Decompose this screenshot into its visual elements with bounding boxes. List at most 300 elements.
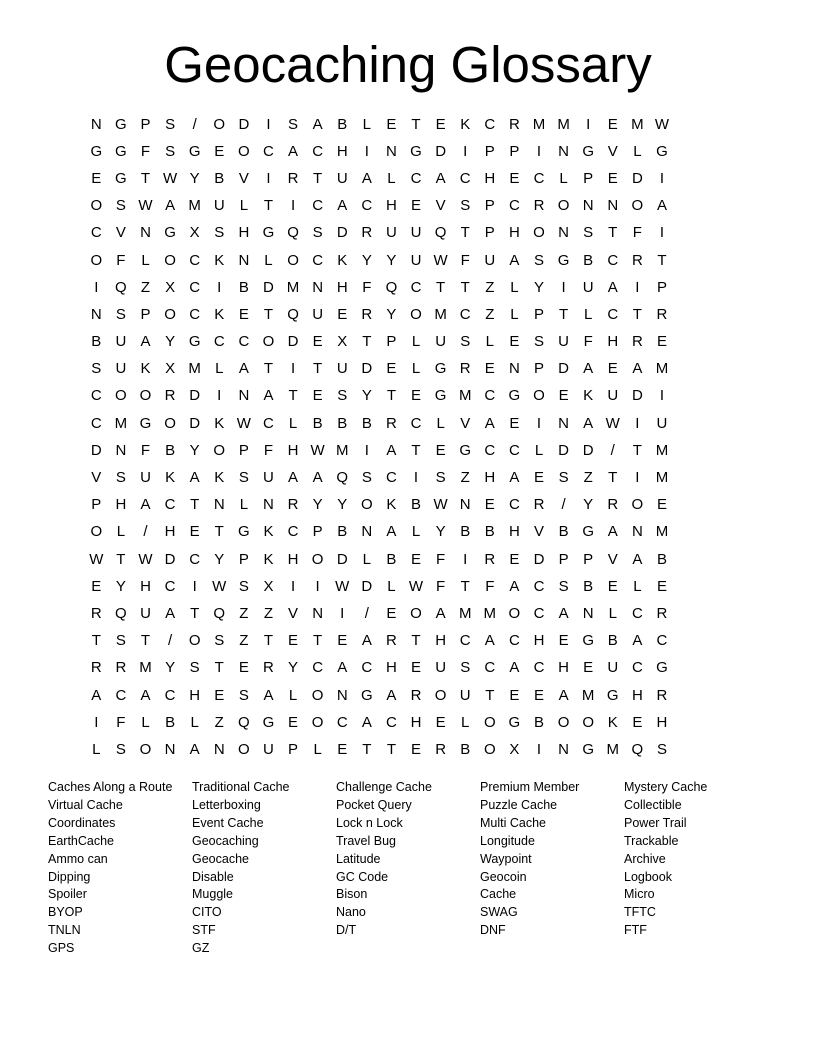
grid-letter: N (164, 740, 176, 758)
grid-letter: L (584, 305, 593, 323)
grid-row (84, 546, 732, 573)
grid-letter: R (115, 659, 127, 677)
grid-letter: R (631, 333, 643, 351)
grid-letter: S (91, 360, 102, 378)
grid-letter: C (238, 333, 250, 351)
grid-letter: O (164, 414, 176, 432)
grid-letter: O (115, 387, 127, 405)
grid-letter: G (434, 387, 447, 405)
grid-letter: S (115, 305, 126, 323)
grid-letter: U (607, 387, 619, 405)
grid-letter: T (386, 740, 396, 758)
grid-letter: R (533, 197, 545, 215)
grid-letter: R (656, 604, 668, 622)
grid-letter: H (238, 224, 250, 242)
grid-letter: L (387, 169, 396, 187)
grid-letter: H (410, 713, 422, 731)
grid-letter: T (214, 659, 224, 677)
grid-letter: O (582, 713, 594, 731)
grid-letter: A (435, 604, 446, 622)
grid-letter: E (533, 469, 544, 487)
grid-letter: A (435, 169, 446, 187)
grid-letter: I (290, 197, 296, 215)
grid-letter: C (90, 414, 102, 432)
grid-letter: H (631, 686, 643, 704)
grid-letter: B (214, 169, 225, 187)
grid-letter: Z (214, 713, 224, 731)
grid-letter: P (509, 142, 520, 160)
grid-letter: L (116, 523, 126, 541)
grid-letter: U (386, 224, 397, 242)
grid-letter: H (607, 333, 619, 351)
grid-letter: N (508, 360, 520, 378)
grid-letter: R (386, 414, 397, 432)
grid-letter: U (263, 740, 274, 758)
grid-letter: U (435, 659, 447, 677)
grid-letter: G (459, 441, 472, 459)
grid-letter: T (140, 169, 151, 187)
word-list-item: Ammo can (48, 851, 108, 866)
word-list-item: BYOP (48, 905, 83, 920)
grid-letter: B (337, 414, 348, 432)
word-list-column (336, 779, 480, 958)
word-list-column (480, 779, 624, 958)
grid-letter: D (287, 333, 299, 351)
word-list-item: D/T (336, 923, 357, 938)
word-list-item: Pocket Query (336, 797, 412, 812)
grid-letter: M (114, 414, 128, 432)
grid-row (84, 301, 732, 328)
grid-letter: L (436, 414, 445, 432)
grid-letter: O (557, 197, 570, 215)
grid-letter: U (312, 305, 324, 323)
grid-letter: Q (631, 740, 644, 758)
grid-letter: Y (386, 251, 397, 269)
grid-letter: G (582, 523, 594, 541)
grid-letter: V (91, 469, 102, 487)
grid-letter: I (364, 441, 369, 459)
grid-letter: L (141, 251, 150, 269)
grid-letter: P (533, 360, 544, 378)
grid-letter: D (189, 387, 201, 405)
grid-letter: A (238, 360, 249, 378)
grid-letter: U (213, 197, 225, 215)
grid-letter: N (238, 251, 250, 269)
grid-letter: C (189, 251, 201, 269)
grid-letter: M (606, 740, 620, 758)
grid-letter: M (655, 360, 669, 378)
grid-letter: M (335, 441, 349, 459)
grid-letter: A (583, 414, 594, 432)
grid-letter: U (336, 360, 348, 378)
grid-letter: G (115, 115, 127, 133)
grid-letter: C (189, 550, 201, 568)
grid-row (84, 519, 732, 546)
grid-letter: V (607, 550, 618, 568)
grid-letter: C (361, 197, 373, 215)
grid-letter: S (238, 686, 249, 704)
grid-letter: F (116, 251, 126, 269)
grid-letter: T (140, 632, 151, 650)
grid-letter: G (656, 659, 668, 677)
grid-letter: W (138, 197, 153, 215)
grid-letter: N (90, 305, 102, 323)
grid-letter: D (164, 550, 176, 568)
grid-letter: P (91, 496, 102, 514)
grid-letter: C (386, 469, 397, 487)
grid-row (84, 274, 732, 301)
grid-letter: T (313, 360, 323, 378)
grid-letter: N (558, 224, 569, 242)
grid-letter: A (263, 686, 274, 704)
grid-letter: R (90, 659, 102, 677)
grid-letter: T (288, 387, 298, 405)
grid-letter: P (484, 197, 495, 215)
grid-letter: M (655, 441, 669, 459)
grid-letter: D (336, 224, 348, 242)
grid-letter: F (140, 441, 151, 459)
grid-letter: / (364, 604, 369, 622)
grid-letter: T (485, 686, 495, 704)
grid-letter: K (214, 414, 225, 432)
grid-letter: D (558, 360, 569, 378)
grid-letter: A (337, 197, 348, 215)
grid-letter: D (90, 441, 102, 459)
grid-letter: W (212, 577, 227, 595)
grid-letter: P (583, 169, 594, 187)
grid-letter: E (386, 360, 397, 378)
grid-letter: W (138, 550, 153, 568)
grid-letter: N (607, 197, 619, 215)
grid-letter: I (659, 387, 665, 405)
grid-letter: T (608, 224, 618, 242)
grid-letter: F (263, 441, 274, 459)
grid-letter: A (140, 496, 151, 514)
grid-letter: A (165, 604, 176, 622)
grid-letter: L (534, 441, 544, 459)
grid-letter: I (536, 142, 542, 160)
grid-letter: G (508, 387, 521, 405)
grid-letter: C (459, 169, 471, 187)
grid-letter: I (192, 577, 197, 595)
word-list-item: Caches Along a Route (48, 780, 173, 794)
grid-letter: E (435, 115, 446, 133)
grid-letter: X (337, 333, 348, 351)
grid-letter: C (164, 577, 176, 595)
grid-letter: B (165, 713, 176, 731)
grid-letter: A (484, 632, 495, 650)
word-list-item: Dipping (48, 869, 91, 884)
grid-letter: I (340, 604, 345, 622)
grid-letter: O (533, 387, 545, 405)
grid-letter: A (189, 740, 200, 758)
grid-letter: P (140, 305, 151, 323)
grid-letter: P (238, 550, 249, 568)
grid-letter: T (436, 278, 446, 296)
grid-letter: W (654, 115, 670, 133)
grid-row (84, 111, 732, 138)
grid-letter: B (238, 278, 249, 296)
grid-letter: I (315, 577, 320, 595)
word-list-item: Bison (336, 887, 368, 902)
grid-letter: K (583, 387, 594, 405)
grid-letter: Y (288, 659, 299, 677)
grid-letter: / (192, 115, 197, 133)
grid-letter: H (140, 577, 151, 595)
grid-letter: C (459, 305, 471, 323)
grid-letter: L (362, 115, 371, 133)
grid-letter: M (139, 659, 152, 677)
grid-letter: L (510, 305, 519, 323)
grid-letter: C (508, 632, 520, 650)
grid-letter: B (460, 740, 471, 758)
grid-letter: S (115, 197, 126, 215)
grid-letter: U (336, 169, 348, 187)
grid-letter: R (263, 659, 274, 677)
grid-letter: H (484, 469, 496, 487)
grid-row (84, 573, 732, 600)
grid-letter: E (435, 441, 446, 459)
grid-letter: V (238, 169, 249, 187)
grid-letter: C (312, 659, 324, 677)
grid-letter: S (533, 333, 544, 351)
grid-letter: T (263, 197, 274, 215)
grid-letter: P (533, 305, 544, 323)
word-list-item: Cache (480, 887, 517, 902)
grid-letter: T (190, 604, 200, 622)
grid-letter: P (558, 550, 569, 568)
grid-letter: N (140, 224, 151, 242)
grid-letter: B (533, 713, 544, 731)
grid-letter: O (287, 251, 299, 269)
grid-letter: I (659, 169, 665, 187)
grid-letter: O (360, 496, 373, 514)
grid-letter: R (459, 360, 471, 378)
grid-letter: M (655, 469, 669, 487)
grid-letter: H (164, 523, 176, 541)
grid-letter: R (287, 169, 299, 187)
grid-letter: E (337, 740, 348, 758)
grid-letter: S (165, 115, 176, 133)
word-list (48, 779, 768, 958)
grid-letter: V (460, 414, 471, 432)
grid-letter: S (583, 224, 594, 242)
grid-letter: U (607, 659, 619, 677)
grid-letter: E (484, 496, 495, 514)
grid-letter: O (533, 224, 545, 242)
word-list-item: SWAG (480, 905, 518, 920)
grid-letter: Y (435, 523, 446, 541)
grid-letter: H (508, 224, 520, 242)
grid-letter: N (213, 740, 225, 758)
grid-letter: O (164, 305, 176, 323)
grid-letter: T (214, 523, 224, 541)
grid-letter: H (558, 659, 569, 677)
grid-row (84, 492, 732, 519)
grid-letter: O (213, 441, 226, 459)
grid-letter: S (656, 740, 667, 758)
grid-letter: O (410, 604, 422, 622)
grid-letter: K (263, 523, 274, 541)
grid-letter: Q (115, 278, 127, 296)
grid-letter: A (558, 604, 569, 622)
grid-letter: K (386, 496, 397, 514)
grid-letter: M (286, 278, 300, 296)
grid-letter: O (90, 251, 103, 269)
grid-letter: K (607, 713, 618, 731)
grid-letter: H (189, 686, 201, 704)
grid-letter: C (631, 659, 643, 677)
grid-letter: O (483, 740, 496, 758)
grid-letter: R (287, 496, 299, 514)
grid-letter: D (263, 278, 274, 296)
grid-letter: M (483, 604, 497, 622)
grid-letter: A (91, 686, 102, 704)
grid-letter: E (509, 686, 520, 704)
grid-letter: S (533, 251, 544, 269)
grid-letter: C (213, 333, 225, 351)
grid-letter: I (635, 414, 640, 432)
grid-letter: M (458, 387, 472, 405)
grid-letter: E (509, 550, 520, 568)
grid-letter: C (312, 197, 324, 215)
grid-letter: H (287, 441, 299, 459)
grid-letter: D (238, 115, 250, 133)
grid-letter: E (411, 197, 422, 215)
grid-letter: E (214, 686, 225, 704)
grid-letter: N (459, 496, 471, 514)
grid-letter: H (656, 713, 668, 731)
word-list-item: GC Code (336, 869, 389, 884)
grid-letter: O (262, 333, 275, 351)
grid-letter: M (581, 686, 595, 704)
grid-letter: C (484, 441, 496, 459)
grid-letter: G (557, 251, 570, 269)
word-search-grid (84, 111, 732, 764)
grid-letter: G (262, 224, 275, 242)
grid-letter: U (410, 224, 422, 242)
grid-letter: I (659, 224, 665, 242)
grid-row (84, 383, 732, 410)
grid-letter: I (413, 469, 419, 487)
grid-letter: I (635, 469, 640, 487)
grid-letter: D (533, 550, 545, 568)
grid-letter: D (435, 142, 447, 160)
grid-letter: T (116, 550, 126, 568)
grid-letter: Z (263, 604, 274, 622)
grid-letter: S (435, 469, 446, 487)
grid-letter: C (312, 251, 324, 269)
grid-row (84, 410, 732, 437)
grid-letter: L (411, 360, 421, 378)
grid-letter: F (116, 713, 126, 731)
word-list-item: FTF (624, 923, 647, 938)
word-list-item: STF (192, 923, 216, 938)
grid-letter: Y (165, 333, 176, 351)
grid-letter: T (91, 632, 101, 650)
grid-letter: E (656, 333, 667, 351)
grid-letter: C (656, 632, 668, 650)
grid-letter: Y (583, 496, 594, 514)
grid-letter: D (361, 577, 373, 595)
grid-letter: T (608, 469, 618, 487)
word-list-item: EarthCache (48, 833, 115, 848)
grid-letter: B (312, 414, 323, 432)
grid-letter: N (361, 523, 373, 541)
word-list-item: Lock n Lock (336, 815, 403, 830)
grid-letter: H (533, 632, 545, 650)
grid-letter: S (115, 632, 126, 650)
word-list-item: Waypoint (480, 851, 532, 866)
word-list-item: Multi Cache (480, 815, 546, 830)
grid-letter: L (633, 577, 642, 595)
grid-letter: U (484, 251, 496, 269)
word-list-item: Virtual Cache (48, 797, 123, 812)
grid-letter: G (582, 632, 594, 650)
grid-letter: O (238, 740, 250, 758)
grid-letter: C (631, 604, 643, 622)
grid-letter: E (411, 659, 422, 677)
grid-letter: U (435, 333, 447, 351)
word-list-item: Latitude (336, 851, 381, 866)
grid-letter: L (313, 740, 322, 758)
grid-letter: B (484, 523, 495, 541)
grid-letter: R (164, 387, 176, 405)
grid-letter: G (188, 333, 201, 351)
grid-letter: E (288, 632, 299, 650)
grid-row (84, 464, 732, 491)
grid-letter: E (558, 387, 569, 405)
grid-letter: N (90, 115, 102, 133)
grid-letter: R (361, 305, 373, 323)
grid-letter: I (217, 387, 222, 405)
grid-letter: K (214, 305, 225, 323)
grid-letter: O (508, 604, 521, 622)
grid-letter: E (411, 550, 422, 568)
grid-letter: F (460, 251, 470, 269)
grid-letter: Q (287, 305, 299, 323)
grid-letter: R (410, 686, 422, 704)
grid-letter: W (335, 577, 350, 595)
grid-letter: K (263, 550, 274, 568)
grid-letter: / (143, 523, 148, 541)
grid-letter: K (337, 251, 348, 269)
grid-letter: O (139, 387, 152, 405)
word-list-item: TNLN (48, 923, 81, 938)
grid-letter: S (337, 387, 348, 405)
grid-letter: R (508, 115, 520, 133)
grid-letter: I (536, 740, 542, 758)
grid-letter: C (263, 142, 274, 160)
grid-letter: I (266, 115, 271, 133)
grid-letter: T (313, 169, 323, 187)
word-list-item: Nano (336, 905, 366, 920)
grid-letter: N (631, 523, 643, 541)
grid-letter: U (459, 686, 471, 704)
grid-row (84, 600, 732, 627)
grid-letter: A (288, 142, 299, 160)
grid-letter: E (312, 333, 323, 351)
grid-letter: B (558, 523, 569, 541)
grid-letter: Z (583, 469, 593, 487)
grid-letter: I (635, 278, 640, 296)
grid-letter: O (213, 115, 226, 133)
grid-letter: L (92, 740, 101, 758)
grid-letter: T (411, 441, 421, 459)
grid-letter: L (239, 197, 249, 215)
grid-letter: C (115, 686, 127, 704)
grid-letter: K (140, 360, 151, 378)
